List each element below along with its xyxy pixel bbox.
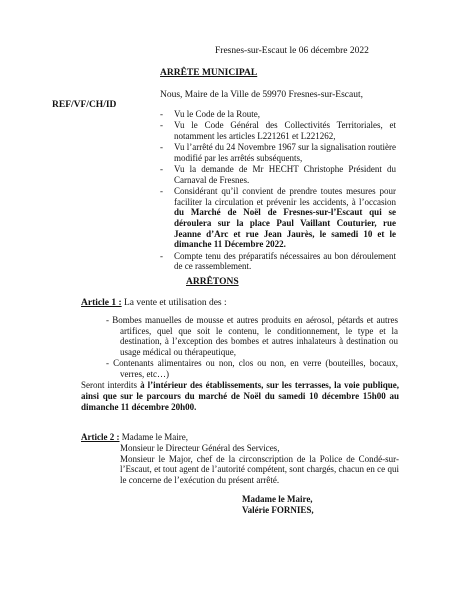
list-dash: - (160, 120, 163, 131)
article-2-first-line (81, 432, 399, 443)
article-2-line1: Madame le Maire, (119, 432, 188, 442)
article-1-items (106, 315, 398, 379)
list-item (160, 164, 396, 185)
list-item (160, 109, 396, 120)
list-item (160, 251, 396, 272)
prohibition-paragraph (81, 380, 399, 412)
article-1-text: La vente et utilisation des : (121, 298, 227, 308)
event-details: du Marché de Noël de Fresnes-sur-l’Escaut qui se déroulera sur la place Paul Vaillant Couturier, rue Jeanne d’Arc et rue Jean Jaurès, le samedi 10 et le dimanche 11 Décembre 2022. (174, 207, 396, 250)
list-dash: - (160, 142, 163, 153)
article-1-intro (81, 298, 227, 308)
list-item (160, 186, 396, 250)
list-item-text: Vu la demande de Mr HECHT Christophe Président du Carnaval de Fresnes. (174, 164, 396, 185)
list-item-text: Compte tenu des préparatifs nécessaires au bon déroulement de ce rassemblement. (174, 250, 396, 272)
list-dash: - (160, 185, 163, 196)
article-2-line3: Monsieur le Major, chef de la circonscription de la Police de Condé-sur-l’Escaut, et tout agent de l’autorité compétent, sont chargés, chacun en ce qui le concerne de l’exécution du présent arrêté. (120, 453, 399, 486)
intro-line: Nous, Maire de la Ville de 59970 Fresnes-sur-Escaut, (160, 90, 364, 100)
prohibition-details: à l’intérieur des établissements, sur les terrasses, la voie publique, ainsi que sur le parcours du marché de Noël du samedi 10 décembre 15h00 au dimanche 11 décembre 20h00. (81, 380, 399, 412)
article-2 (81, 432, 399, 486)
list-item (160, 142, 396, 163)
prohibition-lead: Seront interdits (81, 380, 141, 390)
date-line: Fresnes-sur-Escaut le 06 décembre 2022 (215, 46, 369, 56)
arretons-heading: ARRÊTONS (186, 277, 239, 287)
signature-role: Madame le Maire, (242, 494, 313, 504)
signature-block (242, 494, 314, 516)
list-item (160, 120, 396, 141)
list-item-text: Vu le Code de la Route, (174, 109, 260, 119)
list-item-text: Considérant qu’il convient de prendre toutes mesures pour faciliter la circulation et prévenir les accidents, à l’occasion (174, 185, 396, 207)
article-2-label: Article 2 : (81, 432, 120, 442)
signature-name: Valérie FORNIES, (242, 505, 314, 515)
list-dash: - (160, 250, 163, 261)
list-dash: - (160, 164, 163, 175)
page-title: ARRÊTE MUNICIPAL (160, 68, 258, 78)
article-2-line2: Monsieur le Directeur Général des Services, (120, 442, 280, 453)
list-dash: - (160, 109, 163, 119)
article-1-label: Article 1 : (81, 298, 122, 308)
considerants-list (160, 109, 396, 273)
list-item-text: Vu le Code Général des Collectivités Territoriales, et notamment les articles L221261 et L221262, (174, 120, 396, 141)
article-1-item: - Contenants alimentaires ou non, clos ou non, en verre (bouteilles, bocaux, verres, etc…) (106, 357, 398, 379)
reference-code: REF/VF/CH/ID (52, 100, 117, 110)
article-1-item: - Bombes manuelles de mousse et autres produits en aérosol, pétards et autres artifices, quel que soit le contenu, le conditionnement, le type et la destination, à l’exception des bombes et autres inhalateurs à destination ou usage médical ou thérapeutique, (106, 315, 398, 358)
list-item-text: Vu l’arrêté du 24 Novembre 1967 sur la signalisation routière modifié par les arrêtés subséquents, (174, 142, 396, 163)
